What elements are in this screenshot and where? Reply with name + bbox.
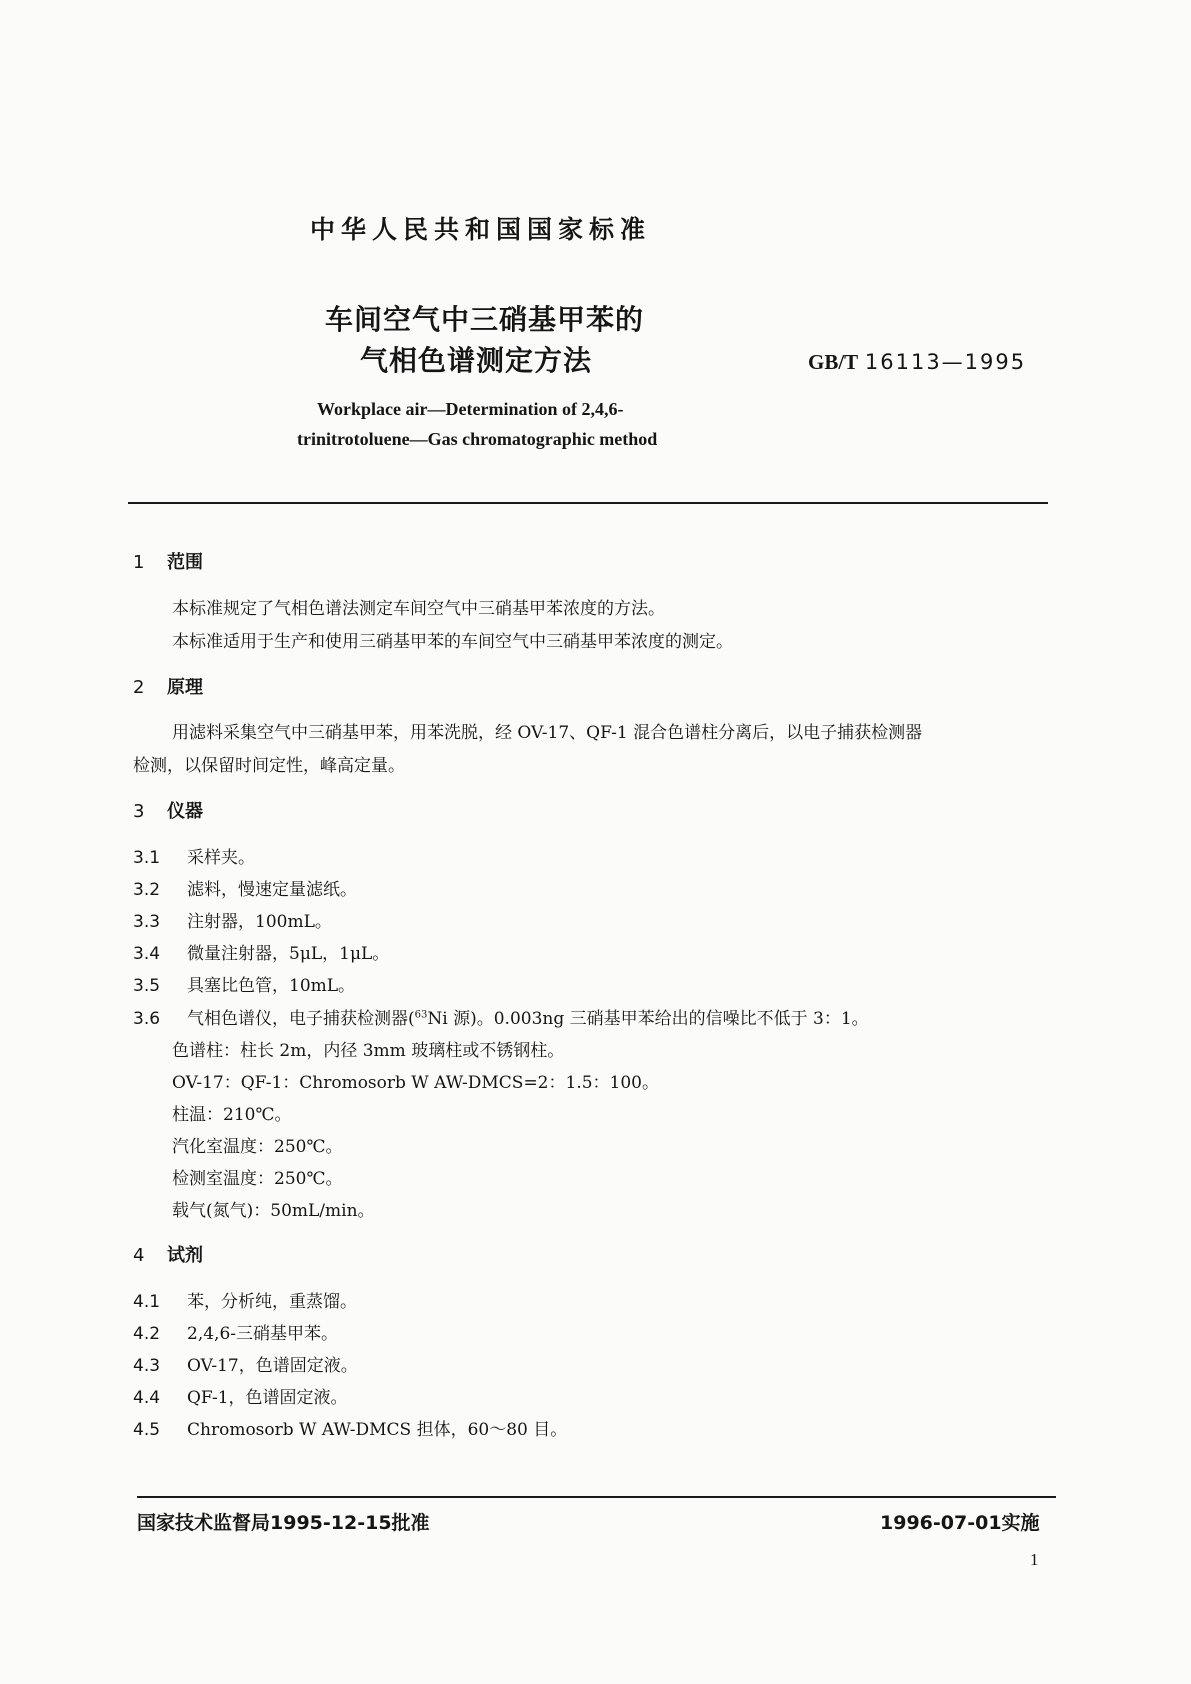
list-item: [133, 971, 355, 996]
item-text: QF-1，色谱固定液。: [187, 1388, 348, 1408]
section-number: 1: [133, 552, 145, 573]
item-text: 苯，分析纯，重蒸馏。: [187, 1292, 357, 1312]
sub-line: 汽化室温度：250℃。: [172, 1137, 343, 1157]
section-number: 2: [133, 677, 145, 698]
item-number: 4.3: [133, 1356, 161, 1376]
sub-line: OV-17：QF-1：Chromosorb W AW-DMCS=2：1.5：100。: [172, 1073, 659, 1093]
item-text: Chromosorb W AW-DMCS 担体，60～80 目。: [187, 1420, 568, 1440]
standard-code-number: 16113—1995: [864, 350, 1027, 374]
implementation-date: 1996-07-01实施: [880, 1512, 1040, 1534]
item-number: 3.3: [133, 912, 161, 932]
item-text: Ni 源)。0.003ng 三硝基甲苯给出的信噪比不低于 3：1。: [427, 1009, 869, 1029]
sub-line: 柱温：210℃。: [172, 1105, 292, 1125]
section-1-heading: [133, 548, 203, 574]
section-2-paragraph-line2: 检测，以保留时间定性，峰高定量。: [133, 756, 405, 776]
section-title: 仪器: [167, 801, 203, 822]
item-text: 注射器，100mL。: [187, 912, 332, 932]
page-number: 1: [1030, 1550, 1039, 1569]
item-number: 3.1: [133, 848, 161, 868]
section-title: 试剂: [167, 1245, 203, 1266]
list-item: [133, 939, 389, 964]
english-title-line1: Workplace air—Determination of 2,4,6-: [317, 399, 624, 419]
item-text: 微量注射器，5μL，1μL。: [187, 944, 390, 964]
list-item: [133, 907, 332, 932]
standard-code-prefix: GB/T: [808, 350, 859, 374]
item-text: 2,4,6-三硝基甲苯。: [187, 1324, 338, 1344]
item-number: 3.5: [133, 976, 161, 996]
list-item: [133, 843, 255, 868]
item-number: 4.4: [133, 1388, 161, 1408]
standard-code: [808, 350, 1026, 375]
section-2-heading: [133, 673, 203, 699]
item-number: 3.2: [133, 880, 161, 900]
section-1-paragraph-1: 本标准规定了气相色谱法测定车间空气中三硝基甲苯浓度的方法。: [172, 599, 665, 619]
section-3-heading: [133, 797, 203, 823]
item-number: 4.2: [133, 1324, 161, 1344]
english-title-line2: trinitrotoluene—Gas chromatographic method: [297, 429, 658, 449]
header-divider: [128, 502, 1048, 504]
list-item: [133, 1004, 869, 1029]
item-number: 3.6: [133, 1009, 161, 1029]
item-number: 4.1: [133, 1292, 161, 1312]
item-text: 气相色谱仪，电子捕获检测器(: [187, 1009, 415, 1029]
document-title-line1: 车间空气中三硝基甲苯的: [325, 303, 645, 336]
item-number: 4.5: [133, 1420, 161, 1440]
isotope-superscript: 63: [414, 1009, 428, 1021]
item-text: 具塞比色管，10mL。: [187, 976, 356, 996]
section-1-paragraph-2: 本标准适用于生产和使用三硝基甲苯的车间空气中三硝基甲苯浓度的测定。: [172, 632, 733, 652]
document-title-line2: 气相色谱测定方法: [360, 344, 593, 377]
standard-header-title: 中华人民共和国国家标准: [310, 215, 652, 244]
section-4-heading: [133, 1241, 203, 1267]
sub-line: 检测室温度：250℃。: [172, 1169, 343, 1189]
section-title: 范围: [167, 552, 203, 573]
sub-line: 色谱柱：柱长 2m，内径 3mm 玻璃柱或不锈钢柱。: [172, 1041, 565, 1061]
list-item: [133, 1319, 338, 1344]
item-text: 采样夹。: [187, 848, 255, 868]
list-item: [133, 1351, 358, 1376]
section-number: 3: [133, 801, 145, 822]
section-number: 4: [133, 1245, 145, 1266]
approval-info: 国家技术监督局1995-12-15批准: [137, 1512, 430, 1534]
footer-divider: [137, 1496, 1056, 1498]
list-item: [133, 1415, 567, 1440]
list-item: [133, 1287, 357, 1312]
item-text: 滤料，慢速定量滤纸。: [187, 880, 357, 900]
list-item: [133, 875, 357, 900]
sub-line: 载气(氮气)：50mL/min。: [172, 1201, 375, 1221]
item-number: 3.4: [133, 944, 161, 964]
section-title: 原理: [167, 677, 203, 698]
item-text: OV-17，色谱固定液。: [187, 1356, 358, 1376]
section-2-paragraph-line1: 用滤料采集空气中三硝基甲苯，用苯洗脱，经 OV-17、QF-1 混合色谱柱分离后，以电子捕获检测器: [172, 723, 923, 743]
list-item: [133, 1383, 348, 1408]
